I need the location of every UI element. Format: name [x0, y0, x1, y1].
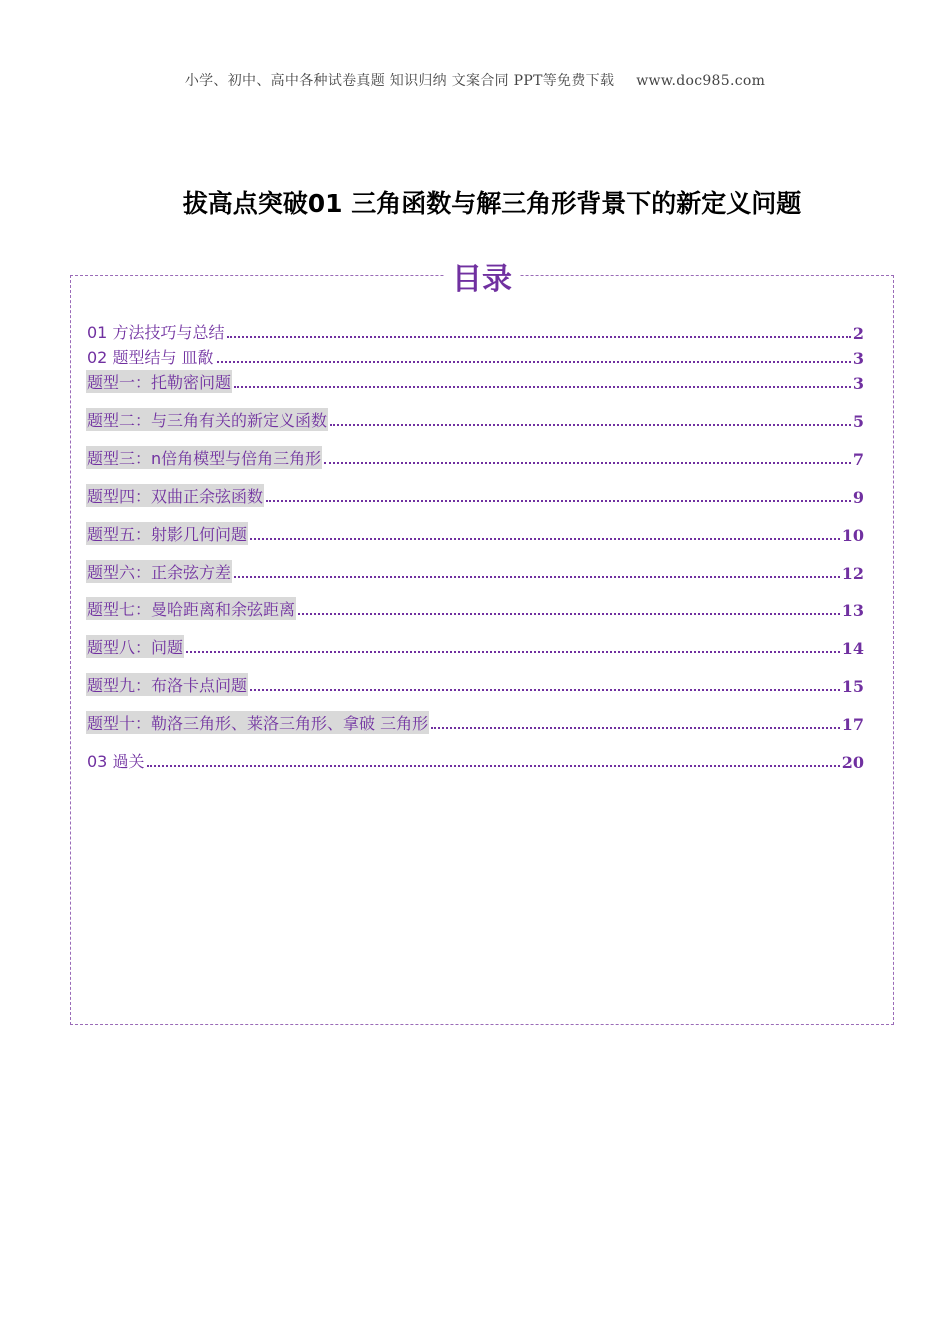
toc-entry[interactable] [86, 321, 864, 343]
toc-entry-label: 题型七：曼哈距离和余弦距离 [86, 597, 296, 620]
toc-entry-label: 03 過关 [87, 752, 145, 771]
toc-leader-dots [234, 385, 851, 388]
toc-leader-dots [431, 726, 840, 729]
toc-entry-page: 3 [852, 374, 864, 393]
document-title: 拔高点突破01 三角函数与解三角形背景下的新定义问题 [182, 189, 802, 218]
toc-leader-dots [266, 499, 851, 502]
toc-entry-label: 题型四：双曲正余弦函数 [86, 484, 264, 507]
toc-entry[interactable] [86, 523, 864, 545]
toc-entry[interactable] [86, 409, 864, 431]
toc-entry[interactable] [86, 447, 864, 469]
toc-entry-page: 5 [852, 412, 864, 431]
toc-entry[interactable] [86, 636, 864, 658]
toc-entry-label: 题型五：射影几何问题 [86, 522, 248, 545]
toc-leader-dots [227, 335, 850, 338]
toc-entry[interactable] [86, 712, 864, 734]
toc-leader-dots [250, 537, 840, 540]
toc-entry-label: 题型六：正余弦方差 [86, 560, 232, 583]
toc-entry-page: 20 [841, 753, 864, 772]
toc-entry-label: 题型八：问题 [86, 635, 184, 658]
page-header [0, 70, 950, 90]
toc-leader-dots [250, 688, 840, 691]
toc-leader-dots [234, 575, 840, 578]
toc-entry-label: 题型三：n倍角模型与倍角三角形 [86, 446, 322, 469]
toc-entry-label: 题型十：勒洛三角形、莱洛三角形、拿破 三角形 [86, 711, 429, 734]
toc-entry-label: 01 方法技巧与总结 [87, 323, 225, 342]
toc-entry-page: 12 [841, 564, 864, 583]
table-of-contents [70, 262, 894, 1025]
toc-entry-label: 题型九：布洛卡点问题 [86, 673, 248, 696]
toc-entry-page: 3 [852, 349, 864, 368]
toc-entry[interactable] [86, 371, 864, 393]
toc-leader-dots [330, 423, 851, 426]
toc-entry-label: 题型一：托勒密问题 [86, 370, 232, 393]
toc-entry-page: 9 [852, 488, 864, 507]
toc-entry[interactable] [86, 561, 864, 583]
toc-entry-page: 15 [841, 677, 864, 696]
toc-entry-page: 7 [852, 450, 864, 469]
toc-entry[interactable] [86, 750, 864, 772]
toc-entry[interactable] [86, 346, 864, 368]
toc-entry-page: 10 [841, 526, 864, 545]
toc-entry-page: 14 [841, 639, 864, 658]
header-site[interactable]: www.doc985.com [636, 73, 766, 89]
header-text: 小学、初中、高中各种试卷真题 知识归纳 文案合同 PPT等免费下载 [184, 73, 615, 89]
toc-leader-dots [298, 612, 840, 615]
toc-entry[interactable] [86, 485, 864, 507]
toc-heading: 目录 [71, 260, 893, 300]
toc-entry-page: 2 [852, 324, 864, 343]
toc-entry[interactable] [86, 598, 864, 620]
toc-leader-dots [147, 764, 839, 767]
toc-entry-label: 题型二：与三角有关的新定义函数 [86, 408, 328, 431]
toc-entry-page: 17 [841, 715, 864, 734]
toc-leader-dots [217, 360, 851, 363]
toc-entry-label: 02 题型结与 皿敿 [87, 348, 214, 367]
toc-leader-dots [186, 650, 840, 653]
toc-entry-page: 13 [841, 601, 864, 620]
toc-leader-dots [324, 461, 851, 464]
toc-entry[interactable] [86, 674, 864, 696]
